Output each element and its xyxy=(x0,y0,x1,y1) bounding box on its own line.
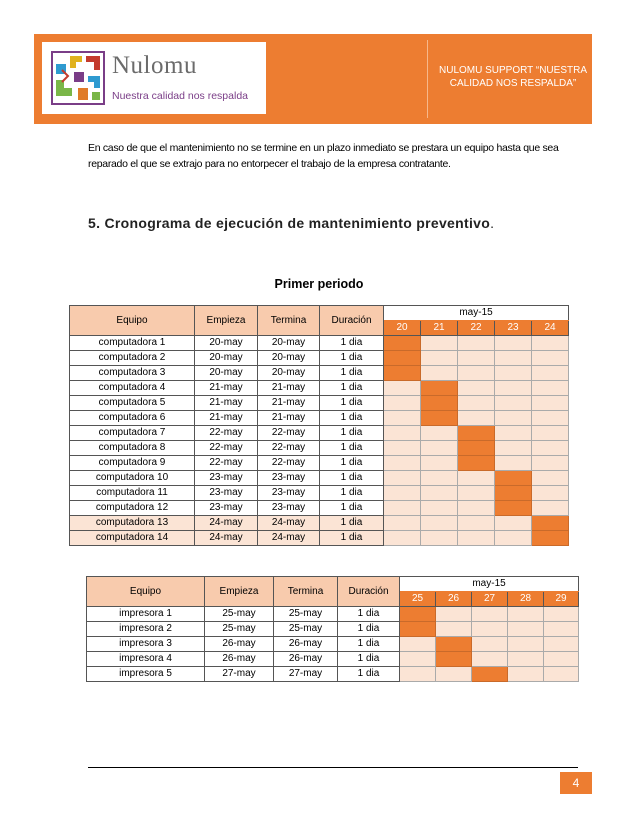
table-row xyxy=(70,381,569,396)
cell-termina: 23-may xyxy=(258,471,320,486)
cell-duracion: 1 dia xyxy=(338,622,400,637)
cell-duracion: 1 dia xyxy=(338,667,400,682)
gantt-cell xyxy=(384,516,421,531)
month-header: may-15 xyxy=(400,577,579,592)
cell-empieza: 26-may xyxy=(205,652,274,667)
gantt-cell xyxy=(508,652,544,667)
schedule-table-computers xyxy=(69,305,569,546)
gantt-bar xyxy=(384,351,421,366)
gantt-bar xyxy=(421,396,458,411)
cell-termina: 26-may xyxy=(274,652,338,667)
gantt-cell xyxy=(400,637,436,652)
gantt-cell xyxy=(532,381,569,396)
cell-equipo: computadora 12 xyxy=(70,501,195,516)
table-row xyxy=(70,351,569,366)
cell-duracion: 1 dia xyxy=(320,426,384,441)
cell-empieza: 20-may xyxy=(195,336,258,351)
table-row xyxy=(70,471,569,486)
cell-equipo: impresora 5 xyxy=(87,667,205,682)
cell-equipo: impresora 3 xyxy=(87,637,205,652)
section-title-text: Cronograma de ejecución de mantenimiento preventivo xyxy=(104,215,491,231)
table-row xyxy=(70,501,569,516)
gantt-cell xyxy=(384,486,421,501)
gantt-cell xyxy=(421,456,458,471)
cell-termina: 21-may xyxy=(258,411,320,426)
gantt-cell xyxy=(508,622,544,637)
gantt-bar xyxy=(458,456,495,471)
cell-equipo: computadora 14 xyxy=(70,531,195,546)
table-row xyxy=(70,516,569,531)
cell-termina: 24-may xyxy=(258,531,320,546)
gantt-cell xyxy=(384,426,421,441)
cell-duracion: 1 dia xyxy=(338,637,400,652)
gantt-cell xyxy=(532,411,569,426)
cell-empieza: 20-may xyxy=(195,351,258,366)
cell-duracion: 1 dia xyxy=(320,531,384,546)
gantt-bar xyxy=(495,486,532,501)
cell-termina: 21-may xyxy=(258,381,320,396)
gantt-cell xyxy=(384,411,421,426)
day-header: 23 xyxy=(495,321,532,336)
gantt-cell xyxy=(458,486,495,501)
month-header: may-15 xyxy=(384,306,569,321)
cell-empieza: 26-may xyxy=(205,637,274,652)
gantt-bar xyxy=(384,366,421,381)
cell-duracion: 1 dia xyxy=(320,441,384,456)
gantt-cell xyxy=(495,366,532,381)
page-number: 4 xyxy=(560,772,592,794)
gantt-cell xyxy=(544,652,579,667)
cell-termina: 27-may xyxy=(274,667,338,682)
header-support-text: NULOMU SUPPORT “NUESTRA CALIDAD NOS RESPALDA” xyxy=(439,65,587,89)
gantt-cell xyxy=(400,652,436,667)
gantt-cell xyxy=(458,336,495,351)
cell-termina: 20-may xyxy=(258,366,320,381)
body-paragraph: En caso de que el mantenimiento no se termine en un plazo inmediato se prestara un equipo hasta que sea reparado el que se extrajo para no entorpecer el trabajo de la empresa contratante. xyxy=(88,142,559,170)
col-header-equipo: Equipo xyxy=(70,306,195,336)
gantt-cell xyxy=(495,516,532,531)
gantt-cell xyxy=(532,441,569,456)
cell-empieza: 22-may xyxy=(195,456,258,471)
cell-empieza: 27-may xyxy=(205,667,274,682)
gantt-cell xyxy=(532,501,569,516)
gantt-cell xyxy=(544,607,579,622)
gantt-cell xyxy=(421,486,458,501)
cell-empieza: 25-may xyxy=(205,607,274,622)
cell-equipo: impresora 2 xyxy=(87,622,205,637)
cell-duracion: 1 dia xyxy=(320,366,384,381)
cell-duracion: 1 dia xyxy=(320,456,384,471)
gantt-bar xyxy=(458,426,495,441)
gantt-cell xyxy=(532,336,569,351)
gantt-cell xyxy=(421,336,458,351)
gantt-cell xyxy=(532,426,569,441)
cell-termina: 24-may xyxy=(258,516,320,531)
col-header-empieza: Empieza xyxy=(205,577,274,607)
gantt-cell xyxy=(472,652,508,667)
table-row xyxy=(70,441,569,456)
table-row xyxy=(70,336,569,351)
section-title-end: . xyxy=(490,215,495,231)
col-header-equipo: Equipo xyxy=(87,577,205,607)
cell-termina: 21-may xyxy=(258,396,320,411)
section-number: 5. xyxy=(88,215,101,231)
cell-termina: 23-may xyxy=(258,486,320,501)
col-header-termina: Termina xyxy=(274,577,338,607)
gantt-cell xyxy=(384,501,421,516)
cell-termina: 25-may xyxy=(274,607,338,622)
gantt-cell xyxy=(532,351,569,366)
cell-duracion: 1 dia xyxy=(320,381,384,396)
gantt-cell xyxy=(495,531,532,546)
gantt-bar xyxy=(400,622,436,637)
gantt-bar xyxy=(400,607,436,622)
cell-duracion: 1 dia xyxy=(320,516,384,531)
cell-equipo: computadora 2 xyxy=(70,351,195,366)
gantt-cell xyxy=(384,456,421,471)
gantt-cell xyxy=(458,396,495,411)
gantt-cell xyxy=(495,351,532,366)
gantt-cell xyxy=(458,411,495,426)
schedule-body xyxy=(70,336,569,546)
day-header: 21 xyxy=(421,321,458,336)
cell-equipo: computadora 1 xyxy=(70,336,195,351)
cell-termina: 25-may xyxy=(274,622,338,637)
cell-empieza: 22-may xyxy=(195,441,258,456)
cell-empieza: 23-may xyxy=(195,486,258,501)
gantt-bar xyxy=(472,667,508,682)
gantt-cell xyxy=(458,501,495,516)
gantt-bar xyxy=(436,637,472,652)
footer-line xyxy=(88,767,578,768)
table-row xyxy=(70,486,569,501)
gantt-bar xyxy=(458,441,495,456)
schedule-table-printers xyxy=(86,576,579,682)
gantt-cell xyxy=(436,607,472,622)
day-header: 26 xyxy=(436,592,472,607)
gantt-cell xyxy=(508,637,544,652)
col-header-termina: Termina xyxy=(258,306,320,336)
col-header-empieza: Empieza xyxy=(195,306,258,336)
cell-equipo: computadora 9 xyxy=(70,456,195,471)
gantt-cell xyxy=(495,381,532,396)
col-header-duracion: Duración xyxy=(320,306,384,336)
period-title: Primer periodo xyxy=(274,277,364,291)
table-row xyxy=(70,366,569,381)
cell-empieza: 23-may xyxy=(195,501,258,516)
gantt-bar xyxy=(495,471,532,486)
gantt-cell xyxy=(472,622,508,637)
cell-empieza: 22-may xyxy=(195,426,258,441)
page-header xyxy=(34,34,592,124)
cell-empieza: 23-may xyxy=(195,471,258,486)
gantt-cell xyxy=(436,622,472,637)
cell-duracion: 1 dia xyxy=(320,501,384,516)
gantt-cell xyxy=(458,516,495,531)
cell-duracion: 1 dia xyxy=(320,396,384,411)
table-row xyxy=(87,607,579,622)
gantt-cell xyxy=(544,622,579,637)
gantt-cell xyxy=(544,637,579,652)
gantt-cell xyxy=(421,366,458,381)
cell-equipo: computadora 4 xyxy=(70,381,195,396)
cell-equipo: computadora 6 xyxy=(70,411,195,426)
company-logo xyxy=(42,42,266,114)
cell-duracion: 1 dia xyxy=(320,411,384,426)
gantt-cell xyxy=(472,607,508,622)
cell-empieza: 21-may xyxy=(195,411,258,426)
cell-empieza: 21-may xyxy=(195,381,258,396)
gantt-cell xyxy=(384,381,421,396)
gantt-bar xyxy=(436,652,472,667)
gantt-cell xyxy=(421,516,458,531)
cell-termina: 22-may xyxy=(258,441,320,456)
gantt-cell xyxy=(421,351,458,366)
gantt-bar xyxy=(384,336,421,351)
cell-termina: 20-may xyxy=(258,351,320,366)
day-header: 28 xyxy=(508,592,544,607)
gantt-cell xyxy=(532,456,569,471)
cell-equipo: computadora 11 xyxy=(70,486,195,501)
gantt-cell xyxy=(495,336,532,351)
gantt-bar xyxy=(532,531,569,546)
logo-name: Nulomu xyxy=(112,52,197,79)
gantt-cell xyxy=(458,351,495,366)
gantt-cell xyxy=(458,381,495,396)
gantt-cell xyxy=(532,471,569,486)
gantt-bar xyxy=(495,501,532,516)
gantt-cell xyxy=(508,667,544,682)
gantt-cell xyxy=(421,441,458,456)
schedule-body xyxy=(87,607,579,682)
gantt-bar xyxy=(421,411,458,426)
gantt-cell xyxy=(472,637,508,652)
cell-duracion: 1 dia xyxy=(338,607,400,622)
cell-termina: 20-may xyxy=(258,336,320,351)
cell-duracion: 1 dia xyxy=(320,486,384,501)
table-row xyxy=(70,411,569,426)
gantt-cell xyxy=(436,667,472,682)
gantt-cell xyxy=(458,471,495,486)
table-row xyxy=(87,667,579,682)
table-row xyxy=(87,652,579,667)
gantt-cell xyxy=(495,456,532,471)
gantt-cell xyxy=(421,471,458,486)
cell-duracion: 1 dia xyxy=(320,351,384,366)
cell-termina: 23-may xyxy=(258,501,320,516)
gantt-cell xyxy=(532,396,569,411)
gantt-bar xyxy=(532,516,569,531)
header-divider xyxy=(427,40,428,118)
gantt-cell xyxy=(384,531,421,546)
gantt-cell xyxy=(458,531,495,546)
table-row xyxy=(87,622,579,637)
cell-duracion: 1 dia xyxy=(338,652,400,667)
cell-equipo: computadora 10 xyxy=(70,471,195,486)
table-row xyxy=(87,637,579,652)
logo-tagline: Nuestra calidad nos respalda xyxy=(112,90,248,102)
section-heading xyxy=(88,215,494,231)
gantt-cell xyxy=(532,486,569,501)
cell-equipo: computadora 3 xyxy=(70,366,195,381)
cell-empieza: 21-may xyxy=(195,396,258,411)
gantt-cell xyxy=(495,426,532,441)
table-row xyxy=(70,531,569,546)
gantt-cell xyxy=(458,366,495,381)
cell-empieza: 25-may xyxy=(205,622,274,637)
gantt-cell xyxy=(532,366,569,381)
cell-equipo: computadora 5 xyxy=(70,396,195,411)
table-row xyxy=(70,396,569,411)
gantt-cell xyxy=(421,501,458,516)
cell-empieza: 20-may xyxy=(195,366,258,381)
gantt-cell xyxy=(384,396,421,411)
col-header-duracion: Duración xyxy=(338,577,400,607)
gantt-cell xyxy=(495,441,532,456)
gantt-cell xyxy=(495,396,532,411)
day-header: 29 xyxy=(544,592,579,607)
cell-termina: 26-may xyxy=(274,637,338,652)
day-header: 24 xyxy=(532,321,569,336)
cell-equipo: computadora 7 xyxy=(70,426,195,441)
cell-equipo: computadora 8 xyxy=(70,441,195,456)
day-header: 20 xyxy=(384,321,421,336)
nulomu-logo-icon xyxy=(50,50,106,106)
gantt-cell xyxy=(400,667,436,682)
gantt-cell xyxy=(384,441,421,456)
cell-termina: 22-may xyxy=(258,456,320,471)
day-header: 22 xyxy=(458,321,495,336)
cell-duracion: 1 dia xyxy=(320,336,384,351)
cell-duracion: 1 dia xyxy=(320,471,384,486)
table-row xyxy=(70,456,569,471)
gantt-cell xyxy=(421,531,458,546)
day-header: 27 xyxy=(472,592,508,607)
cell-termina: 22-may xyxy=(258,426,320,441)
day-header: 25 xyxy=(400,592,436,607)
cell-empieza: 24-may xyxy=(195,531,258,546)
gantt-bar xyxy=(421,381,458,396)
cell-empieza: 24-may xyxy=(195,516,258,531)
gantt-cell xyxy=(384,471,421,486)
cell-equipo: impresora 4 xyxy=(87,652,205,667)
table-row xyxy=(70,426,569,441)
gantt-cell xyxy=(495,411,532,426)
gantt-cell xyxy=(508,607,544,622)
cell-equipo: computadora 13 xyxy=(70,516,195,531)
gantt-cell xyxy=(421,426,458,441)
gantt-cell xyxy=(544,667,579,682)
cell-equipo: impresora 1 xyxy=(87,607,205,622)
